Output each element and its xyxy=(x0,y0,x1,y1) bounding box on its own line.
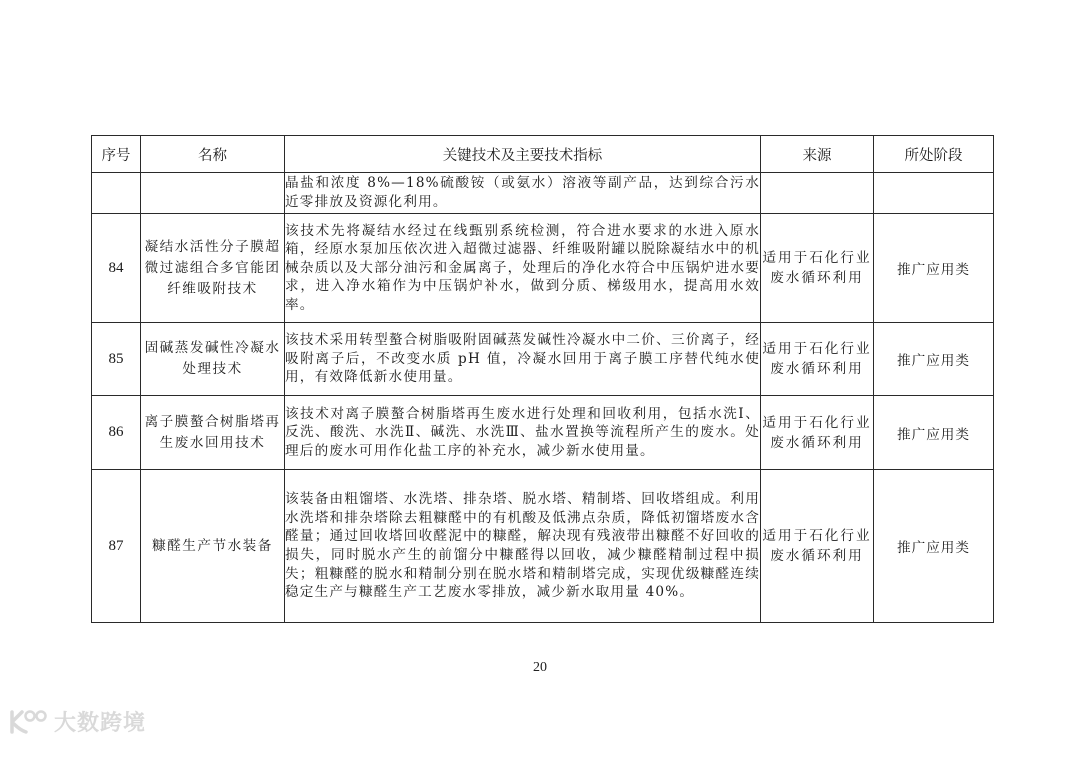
row-index xyxy=(92,173,141,214)
header-name: 名称 xyxy=(141,136,285,173)
table-row xyxy=(92,323,994,396)
table-row xyxy=(92,396,994,470)
watermark xyxy=(8,706,146,737)
header-index: 序号 xyxy=(92,136,141,173)
row-name: 离子膜螯合树脂塔再生废水回用技术 xyxy=(141,396,285,470)
row-tech: 晶盐和浓度 8%—18%硫酸铵（或氨水）溶液等副产品，达到综合污水近零排放及资源化利用。 xyxy=(285,173,761,214)
technology-table xyxy=(91,135,994,623)
row-tech: 该技术先将凝结水经过在线甄别系统检测，符合进水要求的水进入原水箱，经原水泵加压依次进入超微过滤器、纤维吸附罐以脱除凝结水中的机械杂质以及大部分油污和金属离子，处理后的净化水符合中压锅炉进水要求，进入净水箱作为中压锅炉补水，做到分质、梯级用水，提高用水效率。 xyxy=(285,214,761,323)
row-tech: 该技术对离子膜螯合树脂塔再生废水进行处理和回收利用，包括水洗Ⅰ、反洗、酸洗、水洗Ⅱ、碱洗、水洗Ⅲ、盐水置换等流程所产生的废水。处理后的废水可用作化盐工序的补充水，减少新水使用量。 xyxy=(285,396,761,470)
row-stage: 推广应用类 xyxy=(874,470,994,623)
row-stage xyxy=(874,173,994,214)
header-source: 来源 xyxy=(761,136,874,173)
kdo-logo-icon xyxy=(8,708,48,736)
row-name xyxy=(141,173,285,214)
row-source: 适用于石化行业废水循环利用 xyxy=(761,323,874,396)
row-source xyxy=(761,173,874,214)
table-header-row xyxy=(92,136,994,173)
table-row xyxy=(92,214,994,323)
page-number: 20 xyxy=(533,660,547,675)
row-source: 适用于石化行业废水循环利用 xyxy=(761,396,874,470)
row-source: 适用于石化行业废水循环利用 xyxy=(761,470,874,623)
row-index: 87 xyxy=(92,470,141,623)
row-stage: 推广应用类 xyxy=(874,323,994,396)
row-name: 凝结水活性分子膜超微过滤组合多官能团纤维吸附技术 xyxy=(141,214,285,323)
row-source: 适用于石化行业废水循环利用 xyxy=(761,214,874,323)
table-row xyxy=(92,470,994,623)
row-stage: 推广应用类 xyxy=(874,396,994,470)
watermark-text: 大数跨境 xyxy=(54,711,147,736)
row-tech: 该技术采用转型螯合树脂吸附固碱蒸发碱性冷凝水中二价、三价离子，经吸附离子后，不改变水质 pH 值，冷凝水回用于离子膜工序替代纯水使用，有效降低新水使用量。 xyxy=(285,323,761,396)
row-index: 84 xyxy=(92,214,141,323)
row-tech: 该装备由粗馏塔、水洗塔、排杂塔、脱水塔、精制塔、回收塔组成。利用水洗塔和排杂塔除去粗糠醛中的有机酸及低沸点杂质，降低初馏塔废水含醛量；通过回收塔回收醛泥中的糠醛，解决现有残液带出糠醛不好回收的损失，同时脱水产生的前馏分中糠醛得以回收，减少糠醛精制过程中损失；粗糠醛的脱水和精制分别在脱水塔和精制塔完成，实现优级糠醛连续稳定生产与糠醛生产工艺废水零排放，减少新水取用量 40%。 xyxy=(285,470,761,623)
row-name: 糠醛生产节水装备 xyxy=(141,470,285,623)
row-index: 85 xyxy=(92,323,141,396)
row-name: 固碱蒸发碱性冷凝水处理技术 xyxy=(141,323,285,396)
row-index: 86 xyxy=(92,396,141,470)
table-row xyxy=(92,173,994,214)
header-stage: 所处阶段 xyxy=(874,136,994,173)
header-tech: 关键技术及主要技术指标 xyxy=(285,136,761,173)
row-stage: 推广应用类 xyxy=(874,214,994,323)
